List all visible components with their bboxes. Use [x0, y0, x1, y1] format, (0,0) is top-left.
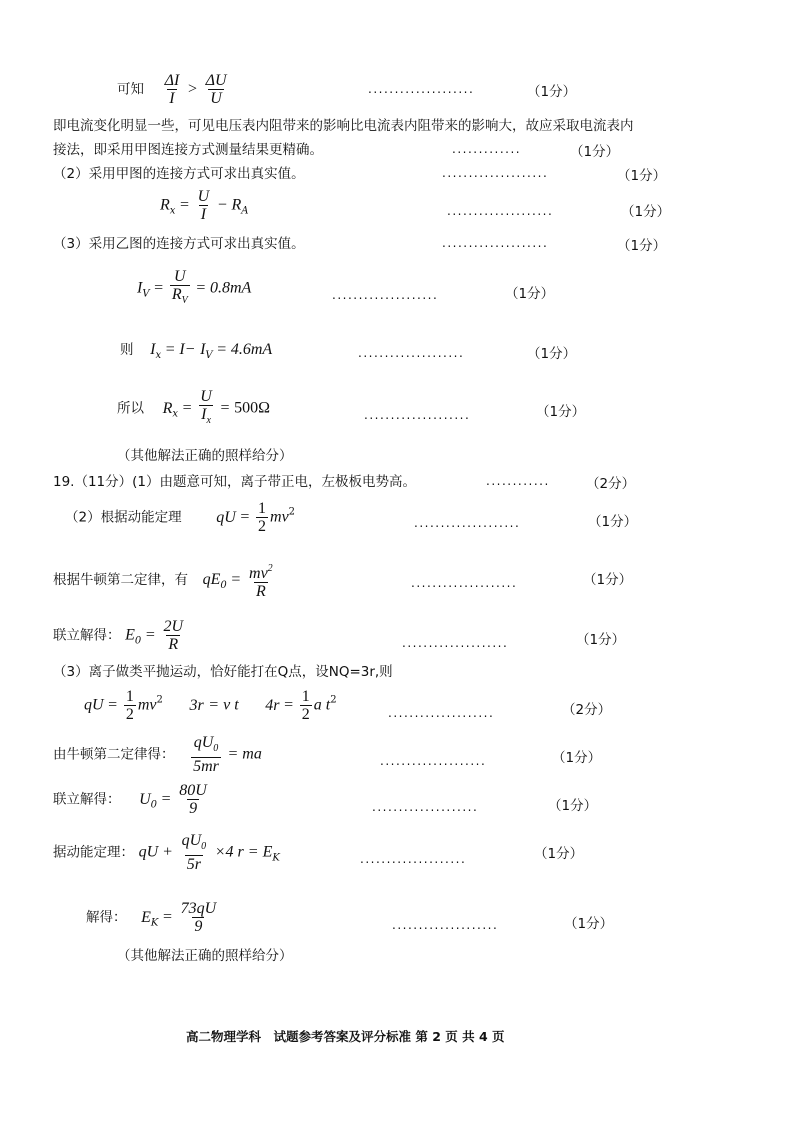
score: （1分）	[617, 168, 667, 184]
formula-projectile: qU = $\frac{1}{2}$ $mv^2$ 3r = v t 4r = $\frac{1}{2}$ a $t^2$	[84, 688, 337, 723]
score: （1分）	[536, 404, 586, 420]
note: （其他解法正确的照样给分）	[117, 448, 293, 464]
dot-leader: ....................	[442, 236, 549, 250]
page-footer: 高二物理学科 试题参考答案及评分标准 第 2 页 共 4 页	[186, 1029, 505, 1044]
fraction: $\frac{\Delta I}{I}$	[164, 72, 180, 107]
text-line: （3）离子做类平抛运动，恰好能打在Q点，设NQ=3r,则	[53, 664, 393, 680]
score: （1分）	[534, 846, 584, 862]
score: （1分）	[564, 916, 614, 932]
formula-newton: 根据牛顿第二定律，有 $qE_0$ = $\frac{mv^2}{R}$	[53, 563, 273, 600]
fraction: $\frac{\Delta U}{U}$	[205, 72, 227, 107]
dot-leader: ....................	[414, 516, 521, 530]
dot-leader: ....................	[442, 166, 549, 180]
score: （1分）	[576, 632, 626, 648]
score: （1分）	[548, 798, 598, 814]
text-line: （3）采用乙图的连接方式可求出真实值。	[53, 236, 305, 252]
dot-leader: ....................	[411, 576, 518, 590]
text-line: （2）采用甲图的连接方式可求出真实值。	[53, 166, 305, 182]
dot-leader: ....................	[388, 706, 495, 720]
text-line: 接法，即采用甲图连接方式测量结果更精确。	[53, 142, 323, 158]
score: （1分）	[583, 572, 633, 588]
formula-iv: $I_V$ = $\frac{U}{R_V}$ = 0.8mA	[137, 268, 251, 309]
dot-leader: ....................	[364, 408, 471, 422]
formula-rx: $R_x$ = $\frac{U}{I}$ − $R_A$	[160, 188, 249, 223]
line-1: 可知 $\frac{\Delta I}{I}$ > $\frac{\Delta U}{U}$	[117, 72, 227, 107]
score: （1分）	[527, 346, 577, 362]
dot-leader: ....................	[358, 346, 465, 360]
score: （2分）	[562, 702, 612, 718]
score: （2分）	[586, 476, 636, 492]
dot-leader: ....................	[402, 636, 509, 650]
dot-leader: ....................	[372, 800, 479, 814]
formula-rx-value: 所以 $R_x$ = $\frac{U}{I_x}$ = 500Ω	[117, 388, 270, 429]
dot-leader: ....................	[380, 754, 487, 768]
score: （1分）	[621, 204, 671, 220]
score: （1分）	[527, 84, 577, 100]
dot-leader: ....................	[447, 204, 554, 218]
formula-ek: 据动能定理： qU + $\frac{qU_0}{5r}$ ×4 $r = E_K$	[53, 832, 280, 873]
dot-leader: ....................	[392, 918, 499, 932]
score: （1分）	[570, 144, 620, 160]
dot-leader: ....................	[368, 82, 475, 96]
formula-ek-result: 解得： $E_K$ = $\frac{73qU}{9}$	[86, 900, 217, 935]
score: （1分）	[617, 238, 667, 254]
dot-leader: ....................	[332, 288, 439, 302]
formula-ix: 则 $I_x = I- I_V = 4.6mA$	[120, 341, 273, 361]
question-19: 19.（11分）(1）由题意可知，离子带正电，左极板电势高。	[53, 474, 417, 490]
dot-leader: ............	[486, 474, 550, 488]
score: （1分）	[588, 514, 638, 530]
formula-accel: 由牛顿第二定律得： $\frac{qU_0}{5mr}$ = ma	[53, 734, 262, 775]
note: （其他解法正确的照样给分）	[117, 948, 293, 964]
score: （1分）	[552, 750, 602, 766]
formula-u0: 联立解得： $U_0$ = $\frac{80U}{9}$	[53, 782, 207, 817]
formula-energy: （2）根据动能定理 qU = $\frac{1}{2}$ $mv^2$	[65, 500, 296, 535]
text-line: 即电流变化明显一些，可见电压表内阻带来的影响比电流表内阻带来的影响大，故应采取电流表内	[53, 118, 634, 134]
score: （1分）	[505, 286, 555, 302]
formula-e0: 联立解得： $E_0$ = $\frac{2U}{R}$	[53, 618, 184, 653]
dot-leader: .............	[452, 142, 522, 156]
dot-leader: ....................	[360, 852, 467, 866]
